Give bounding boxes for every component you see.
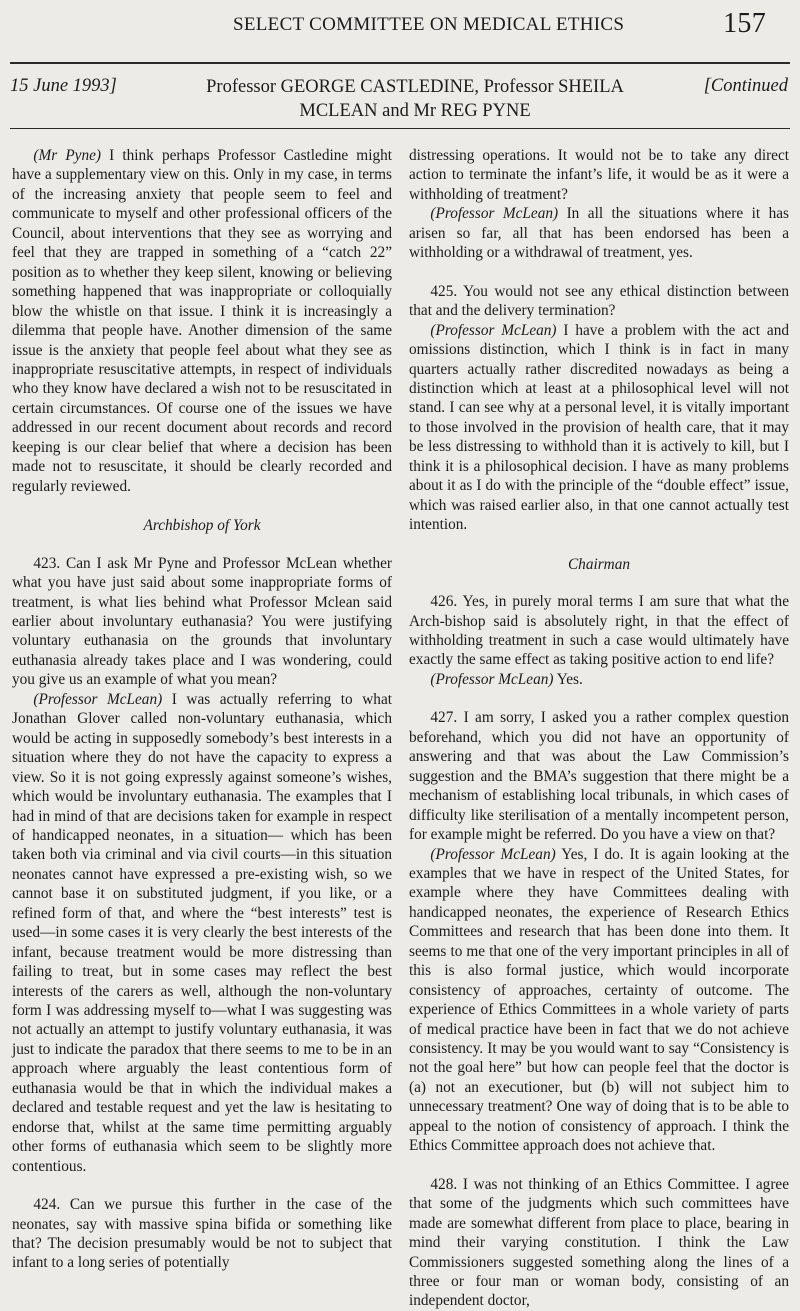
answer-paragraph (12, 690, 392, 1176)
speaker-label: (Professor McLean) (430, 670, 554, 688)
right-column (409, 146, 789, 1311)
answer-text: Yes. (556, 670, 583, 688)
question-426: 426. Yes, in purely moral terms I am sure that what the Arch-bishop said is absolutely right, in that the effect of withholding treatment in such a case would ultimately have exactly the same effect as taking positive action to end life? (409, 593, 789, 669)
header-rule (10, 62, 790, 64)
questioner-heading: Chairman (567, 555, 631, 573)
question-425: 425. You would not see any ethical distinction between that and the delivery termination? (409, 282, 789, 320)
speaker-label: (Professor McLean) (33, 690, 163, 708)
page-number: 157 (723, 8, 766, 39)
question-424-continued: distressing operations. It would not be to take any direct action to terminate the infant’s life, it would be as it were a withholding of treatment? (409, 147, 789, 203)
witness-names: Professor GEORGE CASTLEDINE, Professor SHEILA MCLEAN and Mr REG PYNE (206, 77, 624, 121)
speaker-label: (Professor McLean) (430, 205, 559, 223)
answer-text: I have a problem with the act and omissions distinction, which I think is in fact in many quarters actually rather discredited nowadays as being a distinction which at least at a philosophical level will not stand. I can see why at a personal level, it is vitally important to those involved in the provision of health care, that it may be less distressing to withhold than it is actively to kill, but I think it is a philosophical decision. I have as many problems about it as I do with the principle of the “double effect” issue, which was raised earlier also, in that one cannot actually test intention. (409, 321, 789, 534)
questioner-heading: Archbishop of York (143, 517, 261, 535)
answer-text: I was actually referring to what Jonathan Glover called non-voluntary euthanasia, which would be acting in supposedly somebody’s best interests in a situation where they do not have the capacity to express a view. So it is not going expressly against someone’s wishes, which would be involuntary euthanasia. The examples that I had in mind of that are decisions taken for example in respect of handicapped neonates, in a situation— which has been taken both via criminal and via civil courts—in this situation neonates cannot have expressed a pre-existing wish, so we cannot base it on substituted judgment, if you like, or a refined form of that, and where the “best interests” test is used—in some cases it is very clearly the best interests of the infant, because treatment would be more distressing than failing to treat, but in some cases may reflect the best interests of the carers as well, although the non-voluntary form I was addressing myself to—what I was suggesting was not actually an attempt to justify voluntary euthanasia, it was just to indicate the paradox that there seems to me to be in an approach where arguably the least contentious form of euthanasia would be that in which the individual makes a declared and testable request and yet the law is hesitating to endorse that, whilst at the same time permitting arguably other forms of euthanasia which seem to be slightly more contentious. (12, 690, 392, 1175)
question-423: 423. Can I ask Mr Pyne and Professor McLean whether what you have just said about some inappropriate forms of treatment, is what lies behind what Professor Mclean said earlier about involuntary euthanasia? You were justifying voluntary euthanasia on the grounds that involuntary euthanasia already takes place and I was wondering, could you give us an example of what you mean? (12, 554, 392, 689)
section-rule (10, 128, 790, 129)
answer-text: I think perhaps Professor Castledine might have a supplementary view on this. Only in my case, in terms of the increasing anxiety that people seem to feel and communicate to myself and other professional officers of the Council, about interventions that they see as worrying and feel that they are trapped in something of a “catch 22” position as to whether they keep silent, knowing or believing something happened that was inappropriate or colloquially blow the whistle on that issue. I think it is increasingly a dilemma that people have. Another dimension of the same issue is the anxiety that people feel about what they see as inappropriate resuscitative attempts, in respect of individuals who they know have declared a wish not to be resuscitated in certain circumstances. Of course one of the issues we have addressed in our recent document about records and record keeping is our clear belief that where a decision has been made not to resuscitate, it should be clearly recorded and regularly reviewed. (12, 147, 392, 495)
answer-paragraph (409, 321, 789, 535)
answer-text: In all the situations where it has arisen so far, all that has been endorsed has been a withholding or a withdrawal of treatment, yes. (409, 205, 789, 262)
question-427: 427. I am sorry, I asked you a rather complex question beforehand, which you did not have an opportunity of answering and that was about the Law Commission’s suggestion and the BMA’s suggestion that there might be a mechanism of establishing local tribunals, in which cases of difficulty like sterilisation of a mentally incompetent person, for example might be referred. Do you have a view on that? (409, 709, 789, 844)
question-424: 424. Can we pursue this further in the case of the neonates, say with massive spina bifida or something like that? The decision presumably would be not to subject that infant to a long series of potentially (12, 1196, 392, 1272)
answer-paragraph (409, 845, 789, 1156)
answer-text: Yes, I do. It is again looking at the examples that we have in respect of the United States, for example where they have Committees dealing with handicapped neonates, the experience of Research Ethics Committees and research that has been done into them. It seems to me that one of the very important principles in all of this is also formal justice, which would incorporate consistency of approaches, certainty of outcome. The experience of Ethics Committees in a whole variety of parts of medical practice have been in fact that we do not achieve consistency. It may be you would want to say “Consistency is not the goal here” but how can people feel that the doctor is (a) not an executioner, but (b) will not subject him to unnecessary treatment? One way of doing that is to be able to appeal to the notion of consistency of approach. I think the Ethics Committee approach does not achieve that. (409, 845, 789, 1155)
publication-title: SELECT COMMITTEE ON MEDICAL ETHICS (233, 14, 625, 35)
answer-paragraph (409, 670, 789, 689)
continued-marker: [Continued (703, 76, 788, 96)
answer-paragraph (12, 146, 392, 496)
speaker-label: (Professor McLean) (430, 321, 557, 339)
left-column (12, 146, 392, 1273)
answer-paragraph (409, 204, 789, 262)
speaker-label: (Professor McLean) (430, 845, 556, 863)
speaker-label: (Mr Pyne) (33, 147, 101, 164)
question-428: 428. I was not thinking of an Ethics Committee. I agree that some of the judgments which such committees have made are somewhat different from place to place, bearing in mind their varying constitution. I think the Law Commissioners suggested something along the lines of a three or four man or woman body, consisting of an independent doctor, (409, 1175, 789, 1310)
session-date: 15 June 1993] (10, 76, 117, 96)
